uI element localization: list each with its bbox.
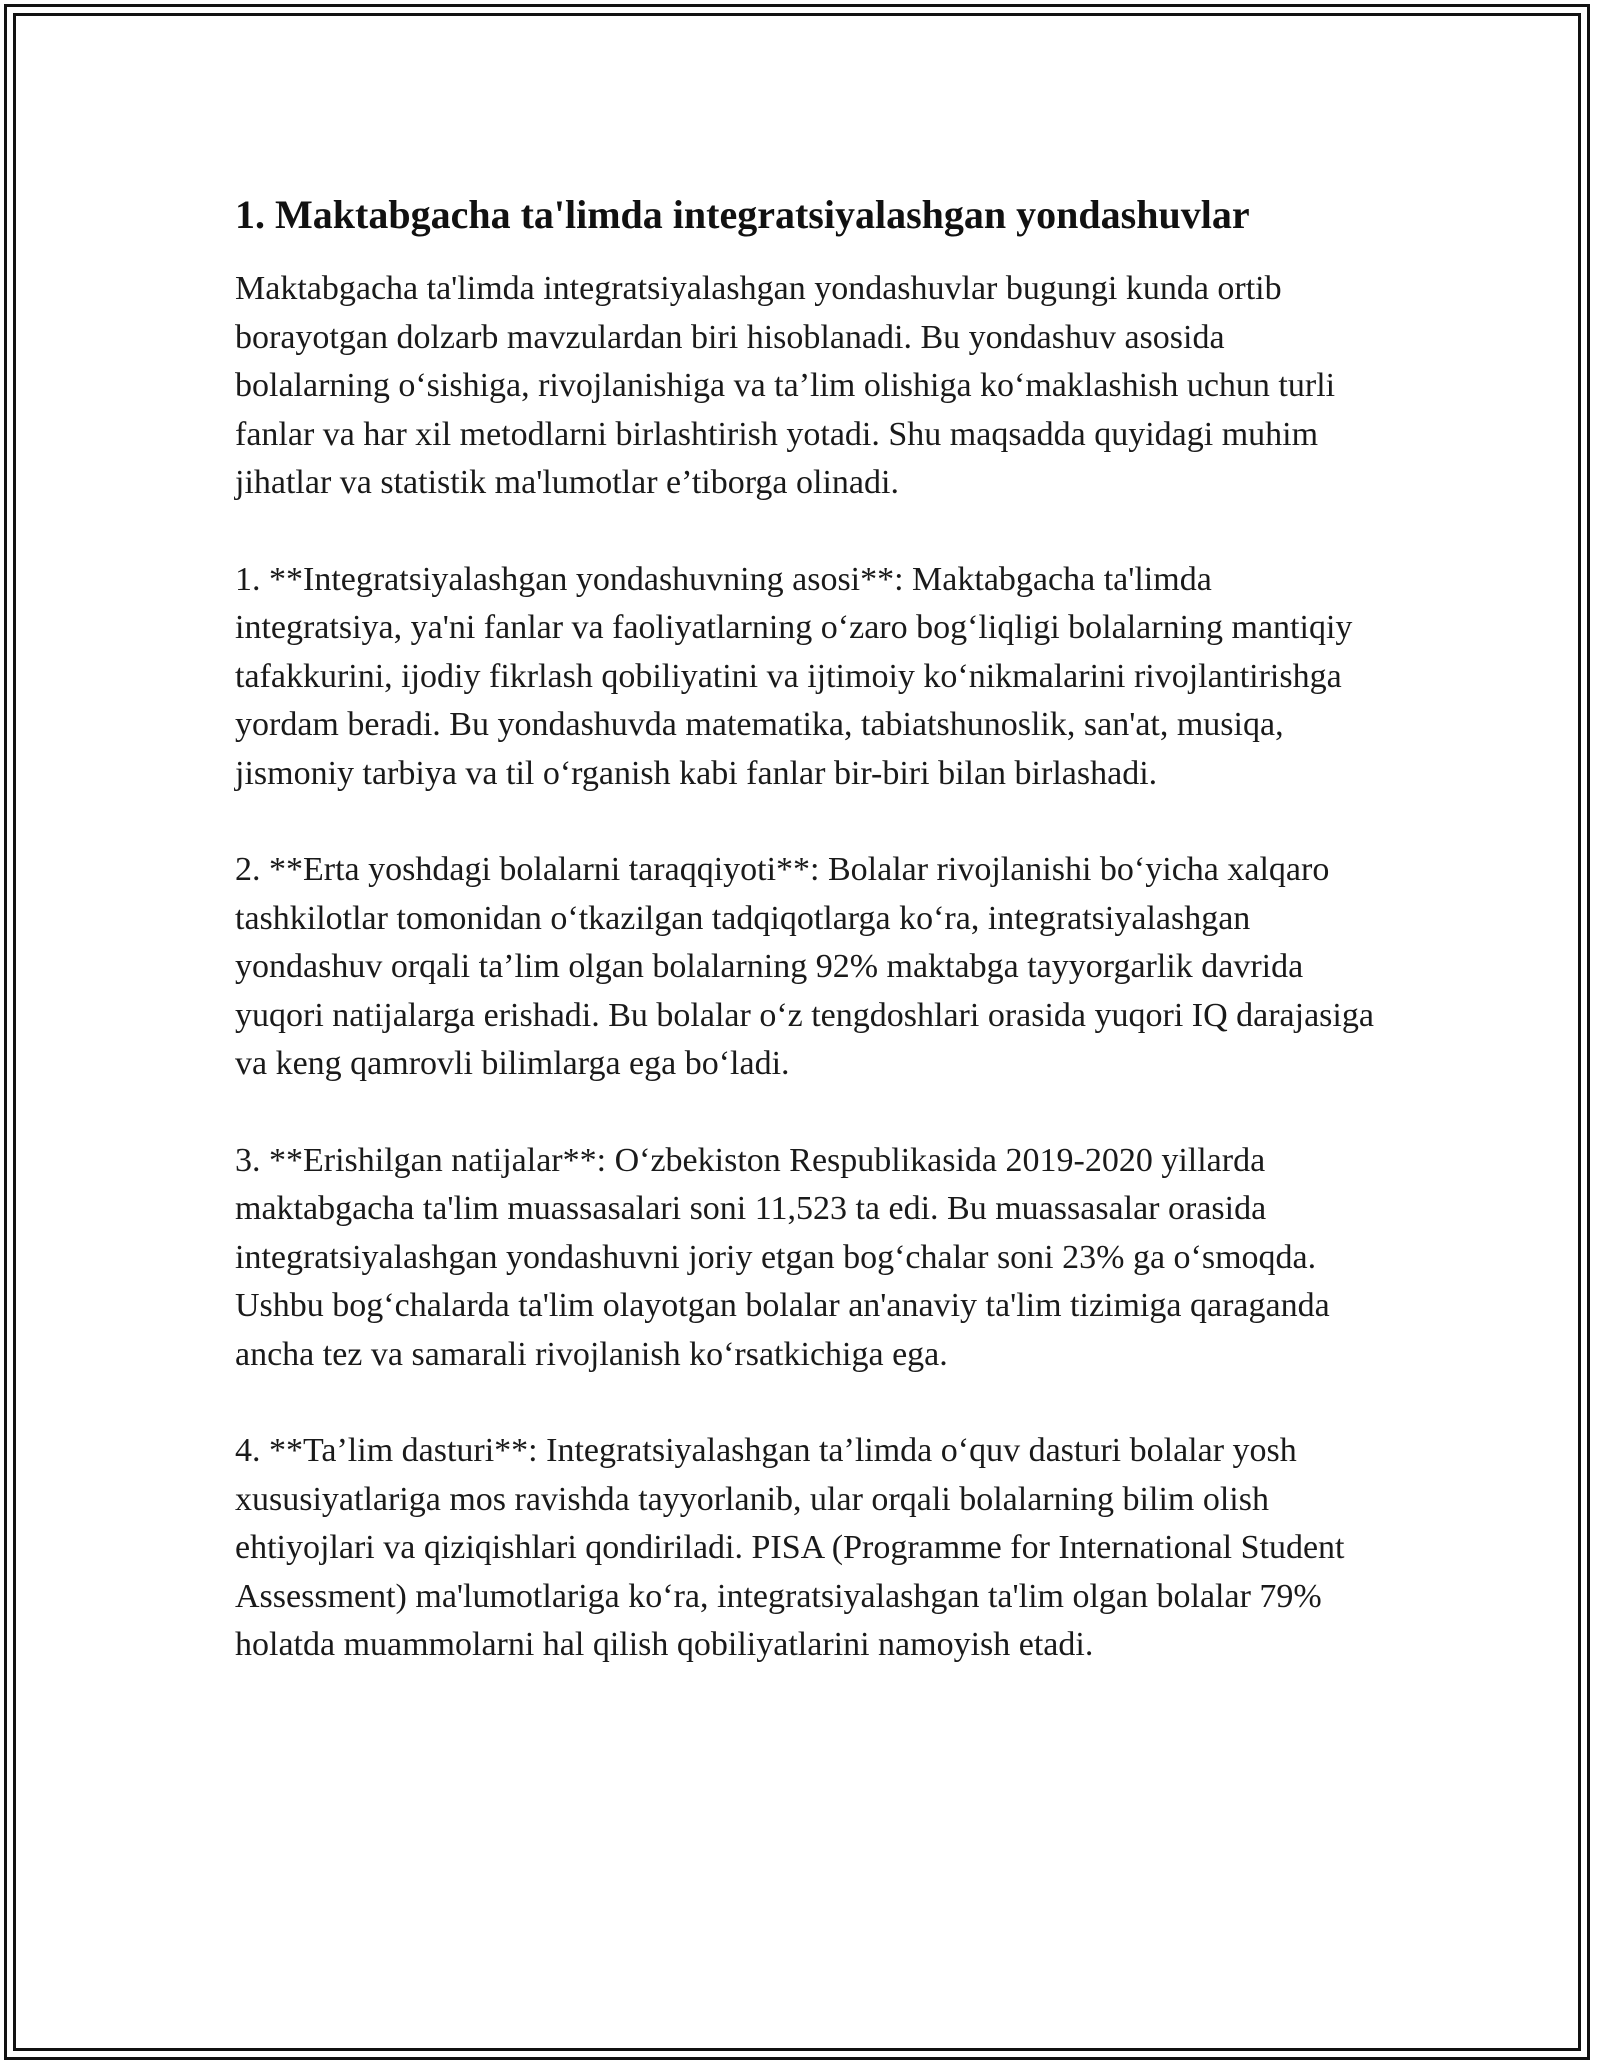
section-heading: 1. Maktabgacha ta'limda integratsiyalashgan yondashuvlar — [235, 192, 1250, 237]
point-2-paragraph: 2. **Erta yoshdagi bolalarni taraqqiyoti**: Bolalar rivojlanishi bo‘yicha xalqaro tashkilotlar tomonidan o‘tkazilgan tadqiqotlarga ko‘ra, integratsiyalashgan yondashuv orqali ta’lim olgan bolalarning 92% maktabga tayyorgarlik davrida yuqori natijalarga erishadi. Bu bolalar o‘z tengdoshlari orasida yuqori IQ darajasiga va keng qamrovli bilimlarga ega bo‘ladi. — [235, 851, 1374, 1082]
point-3-paragraph: 3. **Erishilgan natijalar**: O‘zbekiston Respublikasida 2019-2020 yillarda maktabgacha ta'lim muassasalari soni 11,523 ta edi. Bu muassasalar orasida integratsiyalashgan yondashuvni joriy etgan bog‘chalar soni 23% ga o‘smoqda. Ushbu bog‘chalarda ta'lim olayotgan bolalar an'anaviy ta'lim tizimiga qaraganda ancha tez va samarali rivojlanish ko‘rsatkichiga ega. — [235, 1141, 1330, 1373]
point-1-paragraph: 1. **Integratsiyalashgan yondashuvning asosi**: Maktabgacha ta'limda integratsiya, ya'ni fanlar va faoliyatlarning o‘zaro bog‘liqligi bolalarning mantiqiy tafakkurini, ijodiy fikrlash qobiliyatini va ijtimoiy ko‘nikmalarini rivojlantirishga yordam beradi. Bu yondashuvda matematika, tabiatshunoslik, san'at, musiqa, jismoniy tarbiya va til o‘rganish kabi fanlar bir-biri bilan birlashadi. — [235, 560, 1353, 792]
point-4-paragraph: 4. **Ta’lim dasturi**: Integratsiyalashgan ta’limda o‘quv dasturi bolalar yosh xususiyatlariga mos ravishda tayyorlanib, ular orqali bolalarning bilim olish ehtiyojlari va qiziqishlari qondiriladi. PISA (Programme for International Student Assessment) ma'lumotlariga ko‘ra, integratsiyalashgan ta'lim olgan bolalar 79% holatda muammolarni hal qilish qobiliyatlarini namoyish etadi. — [235, 1432, 1345, 1663]
intro-paragraph: Maktabgacha ta'limda integratsiyalashgan yondashuvlar bugungi kunda ortib borayotgan dolzarb mavzulardan biri hisoblanadi. Bu yondashuv asosida bolalarning o‘sishiga, rivojlanishiga va ta’lim olishiga ko‘maklashish uchun turli fanlar va har xil metodlarni birlashtirish yotadi. Shu maqsadda quyidagi muhim jihatlar va statistik ma'lumotlar e’tiborga olinadi. — [235, 270, 1336, 501]
document-body — [235, 185, 1385, 1718]
